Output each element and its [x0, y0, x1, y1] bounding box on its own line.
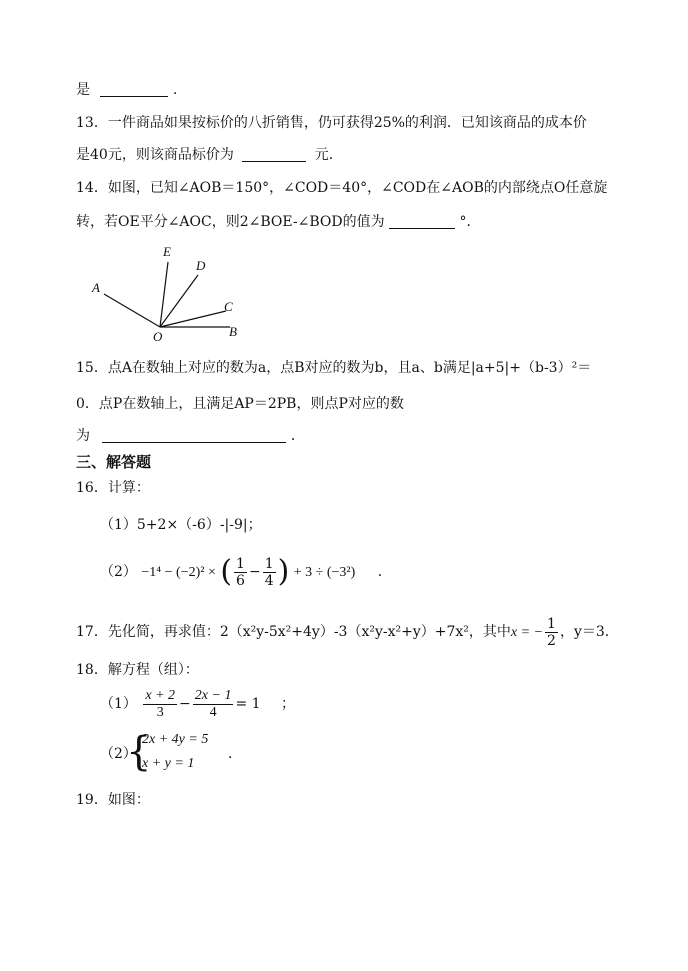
q13-line2	[76, 145, 343, 165]
angle-figure	[86, 240, 266, 350]
q16-expr-a: −1⁴ − (−2)² ×	[141, 565, 216, 580]
q15-line3-suffix: ．	[290, 428, 305, 444]
q16-expr-b: + 3 ÷ (−3²)	[293, 565, 356, 580]
label-b: B	[229, 324, 237, 339]
q17-line	[76, 612, 619, 653]
q12-period: .	[172, 82, 178, 98]
fraction-x-plus-2-over-3	[143, 688, 177, 721]
q16-part1: （1）5+2×（-6）-|-9|；	[100, 517, 262, 533]
q19-title: 19．如图：	[76, 792, 150, 808]
q13-line2-prefix: 是40元，则该商品标价为	[76, 147, 234, 163]
label-c: C	[224, 299, 233, 314]
fraction-one-sixth	[234, 556, 247, 589]
fraction-numerator: 1	[236, 555, 245, 572]
fraction-denominator: 3	[156, 704, 164, 720]
q16-part2-label: （2）	[100, 564, 137, 580]
q12-tail	[76, 80, 177, 100]
fraction-numerator: 1	[264, 555, 274, 572]
fraction-denominator: 2	[547, 632, 556, 649]
q18-part2-end: ．	[228, 746, 242, 762]
q18-part1-label: （1）	[100, 696, 137, 712]
fraction-one-half	[545, 616, 558, 649]
brace-icon: {	[126, 729, 152, 775]
fraction-denominator: 4	[209, 704, 217, 720]
label-o: O	[153, 329, 163, 344]
section-heading: 三、解答题	[76, 453, 152, 471]
answer-blank[interactable]	[100, 82, 168, 97]
label-e: E	[163, 244, 171, 259]
paren-close: )	[277, 554, 290, 589]
q18-title: 18．解方程（组）：	[76, 662, 199, 678]
fraction-numerator: 1	[547, 615, 556, 632]
label-a: A	[92, 280, 100, 295]
q14-line2-prefix: 转，若OE平分∠AOC，则2∠BOE-∠BOD的值为	[76, 214, 385, 230]
q15-line1: 15．点A在数轴上对应的数为a，点B对应的数为b，且a、b满足|a+5|+（b-3）²＝	[76, 360, 592, 376]
fraction-denominator: 4	[264, 572, 274, 589]
fraction-one-fourth	[263, 556, 276, 589]
q13-line2-suffix: 元．	[314, 147, 343, 163]
fraction-numerator: 2x − 1	[194, 687, 232, 703]
q17-y-eq: ，y＝3．	[559, 624, 619, 640]
q17-x-eq: x = −	[510, 625, 544, 640]
minus-sign: −	[248, 564, 261, 580]
minus-sign: −	[179, 696, 191, 712]
equation-1: 2x + 4y = 5	[142, 732, 209, 747]
answer-blank[interactable]	[242, 147, 306, 162]
q18-part1	[100, 686, 295, 722]
q14-line2-suffix: °．	[459, 214, 481, 230]
q17-text: 17．先化简，再求值：2（x²y-5x²+4y）-3（x²y-x²+y）+7x²，其中	[76, 624, 511, 640]
q14-line1: 14．如图，已知∠AOB＝150°，∠COD＝40°，∠COD在∠AOB的内部绕点O任意旋	[76, 180, 608, 196]
q15-line3	[76, 426, 305, 446]
fraction-2x-minus-1-over-4	[193, 688, 234, 721]
q15-line3-prefix: 为	[76, 428, 90, 444]
q14-line2	[76, 212, 481, 232]
answer-blank[interactable]	[389, 214, 455, 229]
equals-one: = 1	[235, 696, 261, 712]
q12-prefix: 是	[76, 82, 90, 98]
q18-part1-end: ；	[281, 696, 295, 712]
equation-2: x + y = 1	[142, 756, 195, 771]
paren-open: (	[220, 554, 233, 589]
answer-blank[interactable]	[102, 428, 286, 443]
q18-part2-label: （2）	[100, 746, 137, 762]
label-d: D	[196, 258, 206, 273]
fraction-numerator: x + 2	[145, 687, 176, 703]
q16-title: 16．计算：	[76, 480, 150, 496]
q16-part2-end: ．	[377, 564, 392, 580]
q15-line2: 0．点P在数轴上，且满足AP＝2PB，则点P对应的数	[76, 396, 404, 412]
q16-part2	[100, 554, 392, 591]
q13-line1: 13．一件商品如果按标价的八折销售，仍可获得25%的利润．已知该商品的成本价	[76, 115, 587, 131]
fraction-denominator: 6	[236, 572, 245, 589]
ray-oa	[104, 294, 160, 327]
